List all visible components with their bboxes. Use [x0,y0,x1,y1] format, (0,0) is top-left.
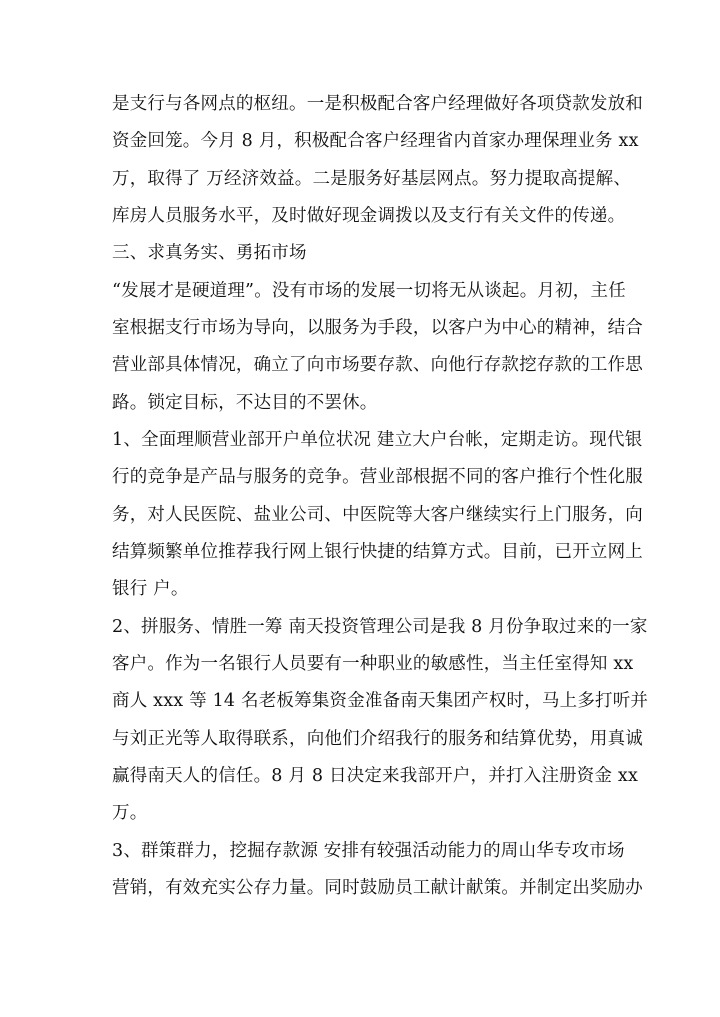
text-line: 商人 xxx 等 14 名老板筹集资金准备南天集团产权时，马上多打听并 [112,691,649,711]
text-line: 室根据支行市场为导向，以服务为手段，以客户为中心的精神，结合 [112,318,643,338]
text-line: 务，对人民医院、盐业公司、中医院等大客户继续实行上门服务，向 [112,505,643,525]
text-line: 与刘正光等人取得联系，向他们介绍我行的服务和结算优势，用真诚 [112,729,643,749]
list-item-2: 2、拼服务、情胜一筹 南天投资管理公司是我 8 月份争取过来的一家 [112,617,648,637]
text-line: 万。 [112,803,148,823]
text-line: 万，取得了 万经济效益。二是服务好基层网点。努力提取高提解、 [112,169,632,189]
text-line: 结算频繁单位推荐我行网上银行快捷的结算方式。目前，已开立网上 [112,542,643,562]
section-heading: 三、求真务实、勇拓市场 [112,243,307,263]
text-line: 路。锁定目标，不达目的不罢休。 [112,393,378,413]
text-line: 是支行与各网点的枢纽。一是积极配合客户经理做好各项贷款发放和 [112,94,643,114]
text-line: “发展才是硬道理”。没有市场的发展一切将无从谈起。月初，主任 [112,281,626,301]
text-line: 客户。作为一名银行人员要有一种职业的敏感性，当主任室得知 xx [112,654,634,674]
text-line: 赢得南天人的信任。8 月 8 日决定来我部开户，并打入注册资金 xx [112,766,639,786]
text-line: 营销，有效充实公存力量。同时鼓励员工献计献策。并制定出奖励办 [112,878,643,898]
list-item-3: 3、群策群力，挖掘存款源 安排有较强活动能力的周山华专攻市场 [112,841,625,861]
text-line: 资金回笼。今月 8 月，积极配合客户经理省内首家办理保理业务 xx [112,131,639,151]
text-line: 银行 户。 [112,579,189,599]
text-line: 行的竞争是产品与服务的竞争。营业部根据不同的客户推行个性化服 [112,467,643,487]
text-line: 库房人员服务水平，及时做好现金调拨以及支行有关文件的传递。 [112,206,626,226]
list-item-1: 1、全面理顺营业部开户单位状况 建立大户台帐，定期走访。现代银 [112,430,643,450]
text-line: 营业部具体情况，确立了向市场要存款、向他行存款挖存款的工作思 [112,355,643,375]
